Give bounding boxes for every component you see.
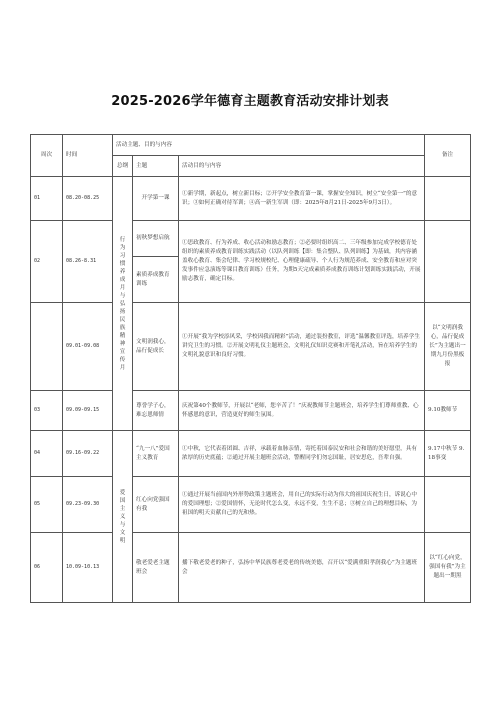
header-row xyxy=(31,135,471,156)
week-cell xyxy=(31,303,63,391)
theme-cell: 文明润我心，品行促成长 xyxy=(133,303,179,391)
theme-cell: “九一八”爱国主义教育 xyxy=(133,431,179,477)
content-cell: ①中秋，它代表着团圆、吉祥，承载着血脉亲情，寄托着国泰民安和社会和谐的美好愿望，具有浓厚的历史底蕴；②通过开展主题班会活动，警醒同学们勿忘国耻，居安思危，吾辈自强。 xyxy=(179,431,425,477)
remark-cell: 以“文明润我心，品行促成长”为主题出一期九月份黑板报 xyxy=(425,303,471,391)
content-cell: ①开展“我为学校添风采，学校因我而精彩”活动，通过装扮教室，评选“温馨教室评选，培养学生讲究卫生的习惯。②开展文明礼仪主题班会，文明礼仪知识竞赛和开笔礼活动，旨在培养学生的文明礼貌意识和良好习惯。 xyxy=(179,303,425,391)
time-cell: 09.09-09.15 xyxy=(63,391,113,431)
header-remark: 备注 xyxy=(425,135,471,177)
content-cell: ①新学期，新起点，树立新目标；②开学安全教育第一课，掌握安全知识，树立“安全第一”的意识；③如何正确对待军训；④高一新生军训（即：2025年8月21日-2025年9月3日）。 xyxy=(179,177,425,221)
week-cell: 04 xyxy=(31,431,63,477)
time-cell: 09.23-09.30 xyxy=(63,477,113,533)
time-cell: 09.01-09.08 xyxy=(63,303,113,391)
remark-cell xyxy=(425,221,471,303)
time-cell: 08.26-8.31 xyxy=(63,221,113,303)
content-cell: 庆祝第40个教师节，开展以“老师，您辛苦了！”庆祝教师节主题班会，培养学生们尊师重教、心怀感恩的意识，营造更好的师生氛围。 xyxy=(179,391,425,431)
week-cell: 03 xyxy=(31,391,63,431)
week-cell: 05 xyxy=(31,477,63,533)
table-row xyxy=(31,391,471,431)
header-theme: 主题 xyxy=(133,156,179,177)
header-group: 活动主题、目的与内容 xyxy=(113,135,425,156)
page-title: 2025-2026学年德育主题教育活动安排计划表 xyxy=(111,94,389,109)
week-cell: 02 xyxy=(31,221,63,303)
theme-cell: 初秋梦想启航 xyxy=(133,221,179,257)
remark-cell: 以“红心向党，强国有我”为主题出一期黑 xyxy=(425,533,471,603)
remark-cell: 9.17中秋节 9.18事变 xyxy=(425,431,471,477)
theme-cell: 尊誉学子心，难忘恩师情 xyxy=(133,391,179,431)
remark-cell: 9.10教师节 xyxy=(425,391,471,431)
remark-cell xyxy=(425,177,471,221)
table-row xyxy=(31,431,471,477)
content-cell: 播下敬老爱老的种子，弘扬中华民族尊老爱老的传统美德，召开以“爱满重阳孝润我心”为主题班会 xyxy=(179,533,425,603)
header-week: 周次 xyxy=(31,135,63,177)
content-cell: ①通过开展当前国内外形势政策主题班会，用自己的实际行动为伟大的祖国庆祝生日，诉说心中的爱国理想；②爱国情怀，无论时代怎么变，永远不变，生生不息；③树立自己的理想目标，为祖国的明天贡献自己的光和热。 xyxy=(179,477,425,533)
header-time: 时间 xyxy=(63,135,113,177)
theme-cell: 敬老爱老主题班会 xyxy=(133,533,179,603)
theme-cell: 素质养成教育训练 xyxy=(133,257,179,303)
content-cell: ①思政教育、行为养成、收心活动和励志教育；②必要时组织高二、三年级参加完成学校德育处组织的素质养成教育训练实践活动（以队列训练【即：集合整队、队列训练】为基础，其内容涵盖收心教育、集会纪律、学习校规校纪、心理健康疏导、个人行为规范养成、安全教育和应对突发事件应急演练等课目教育训练）任务，为期5天完成素质养成教育训练计划训练实践活动，开展励志教育，确定目标。 xyxy=(179,221,425,303)
week-cell: 06 xyxy=(31,533,63,603)
table-row xyxy=(31,177,471,221)
time-cell: 09.16-09.22 xyxy=(63,431,113,477)
theme-cell: 红心向党强国有我 xyxy=(133,477,179,533)
header-general: 总纲 xyxy=(113,156,133,177)
activity-schedule-table xyxy=(30,134,471,603)
table-row xyxy=(31,533,471,603)
time-cell: 10.09-10.13 xyxy=(63,533,113,603)
table-row xyxy=(31,303,471,391)
theme-cell: 开学第一课 xyxy=(133,177,179,221)
table-row xyxy=(31,221,471,257)
time-cell: 08.20-08.25 xyxy=(63,177,113,221)
general-cell-2: 爱国主义与文明 xyxy=(113,431,133,603)
week-cell: 01 xyxy=(31,177,63,221)
remark-cell xyxy=(425,477,471,533)
table-row xyxy=(31,477,471,533)
general-cell-1: 行为习惯养成月与弘扬民族精神宣传月 xyxy=(113,177,133,431)
header-content: 活动目的与内容 xyxy=(179,156,425,177)
